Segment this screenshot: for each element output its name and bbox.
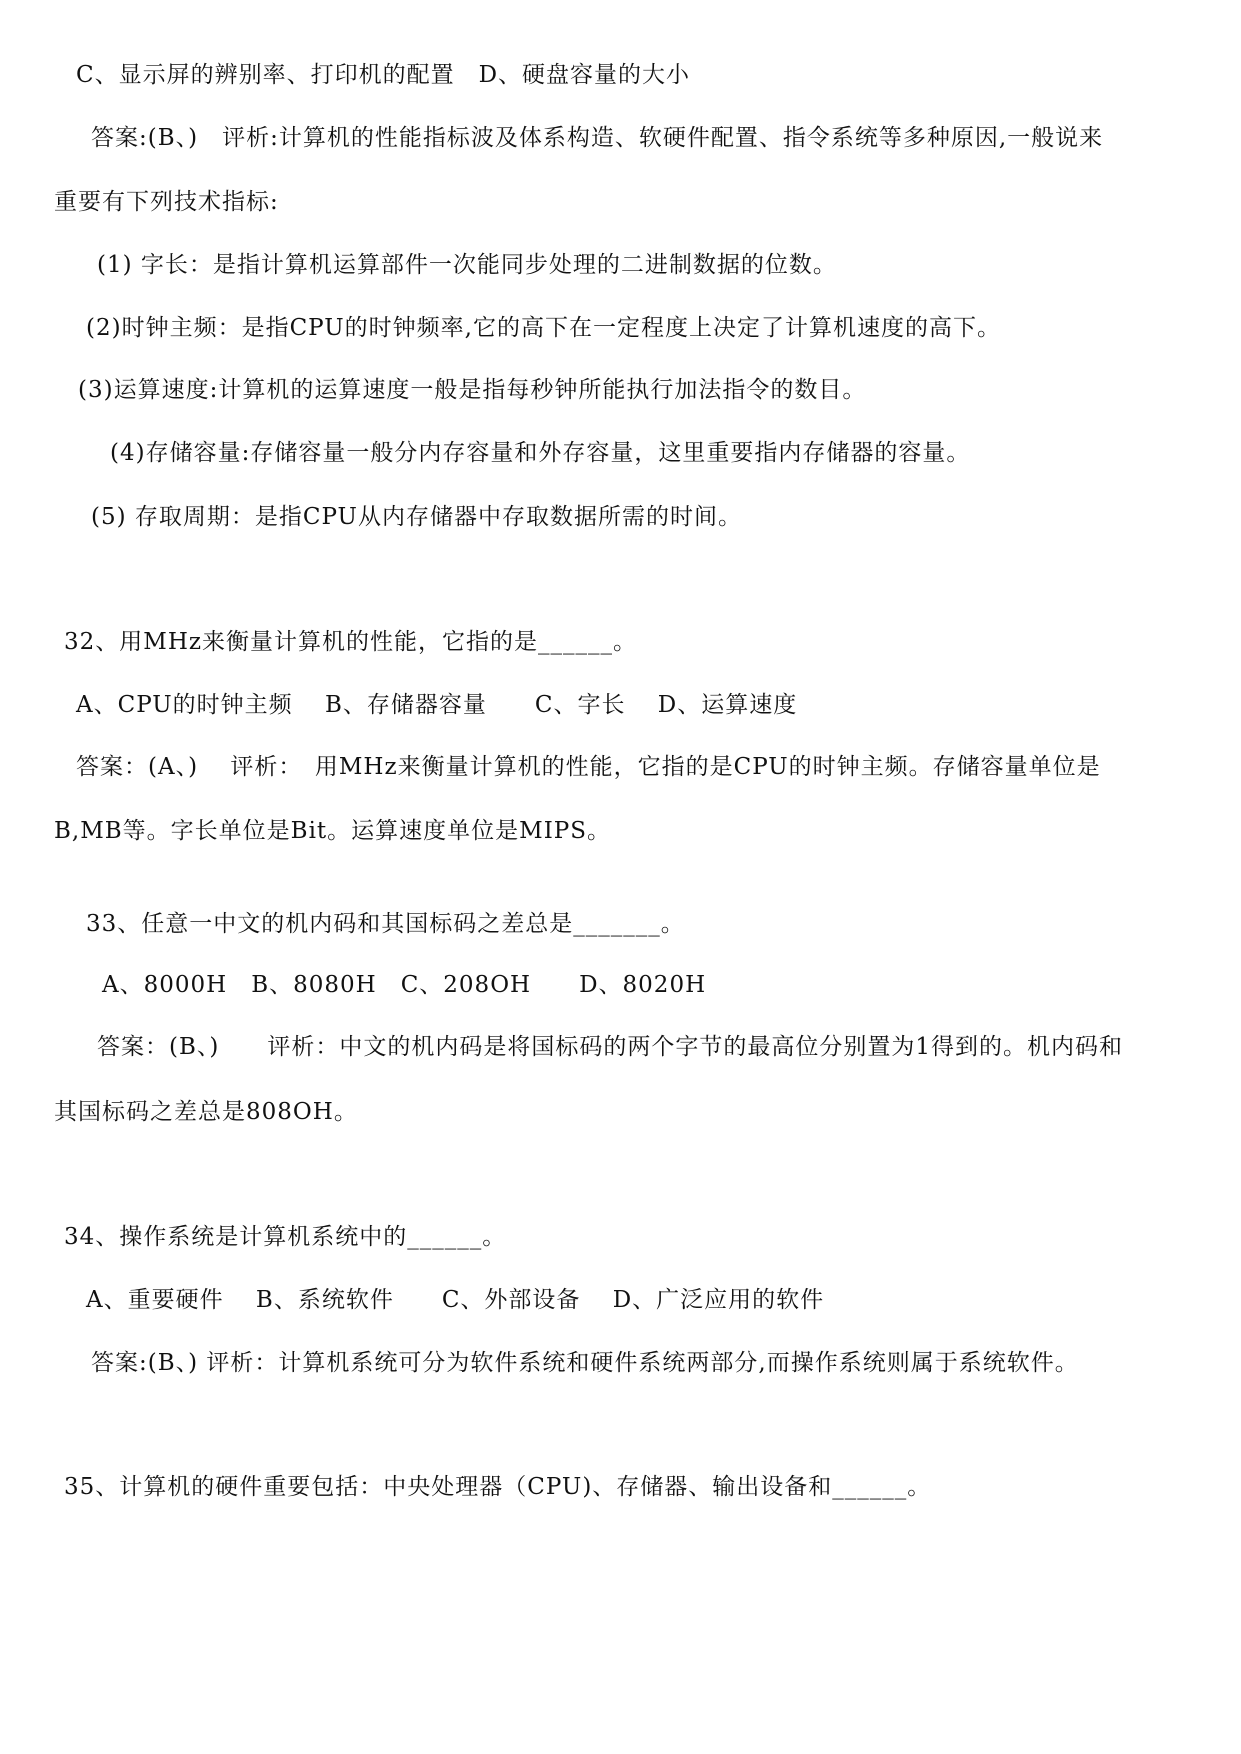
text-line-14: A、8000H B、8080H C、208OH D、8020H bbox=[102, 972, 707, 998]
text-line-19: 答案:(B、) 评析：计算机系统可分为软件系统和硬件系统两部分,而操作系统则属于系统软件。 bbox=[91, 1350, 1079, 1376]
text-line-15: 答案：(B、) 评析：中文的机内码是将国标码的两个字节的最高位分别置为1得到的。机内码和 bbox=[97, 1034, 1123, 1060]
text-line-13: 33、任意一中文的机内码和其国标码之差总是_______。 bbox=[86, 911, 685, 937]
text-line-5: (2)时钟主频：是指CPU的时钟频率,它的高下在一定程度上决定了计算机速度的高下。 bbox=[86, 315, 1001, 341]
text-line-6: (3)运算速度:计算机的运算速度一般是指每秒钟所能执行加法指令的数目。 bbox=[78, 377, 867, 403]
text-line-18: A、重要硬件 B、系统软件 C、外部设备 D、广泛应用的软件 bbox=[86, 1287, 825, 1313]
text-line-12: B,MB等。字长单位是Bit。运算速度单位是MIPS。 bbox=[54, 818, 612, 844]
text-line-20: 35、计算机的硬件重要包括：中央处理器（CPU)、存储器、输出设备和______。 bbox=[64, 1474, 932, 1500]
text-line-4: (1) 字长：是指计算机运算部件一次能同步处理的二进制数据的位数。 bbox=[97, 252, 837, 278]
text-line-3: 重要有下列技术指标: bbox=[54, 189, 279, 215]
text-line-9: 32、用MHz来衡量计算机的性能，它指的是______。 bbox=[64, 629, 637, 655]
text-line-8: (5) 存取周期：是指CPU从内存储器中存取数据所需的时间。 bbox=[91, 504, 742, 530]
text-line-16: 其国标码之差总是808OH。 bbox=[54, 1099, 358, 1125]
text-line-1: C、显示屏的辨别率、打印机的配置 D、硬盘容量的大小 bbox=[76, 62, 691, 88]
text-line-10: A、CPU的时钟主频 B、存储器容量 C、字长 D、运算速度 bbox=[76, 692, 798, 718]
text-line-7: (4)存储容量:存储容量一般分内存容量和外存容量，这里重要指内存储器的容量。 bbox=[110, 440, 971, 466]
text-line-17: 34、操作系统是计算机系统中的______。 bbox=[64, 1224, 507, 1250]
text-line-2: 答案:(B、) 评析:计算机的性能指标波及体系构造、软硬件配置、指令系统等多种原因,一般说来 bbox=[91, 125, 1104, 151]
text-line-11: 答案：(A、) 评析： 用MHz来衡量计算机的性能，它指的是CPU的时钟主频。存储容量单位是 bbox=[76, 754, 1101, 780]
